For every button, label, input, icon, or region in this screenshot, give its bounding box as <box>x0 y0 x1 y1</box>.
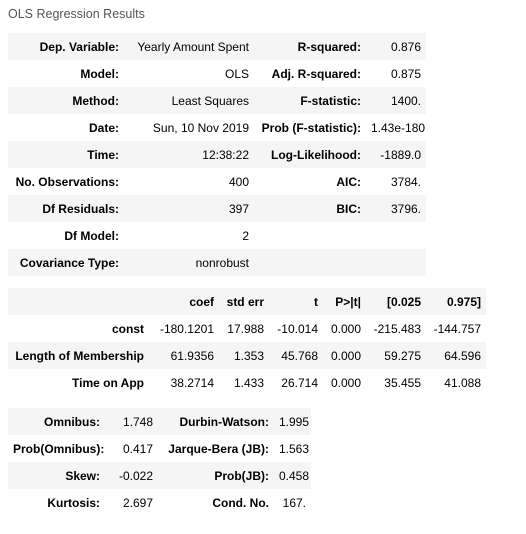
table-row <box>8 87 426 114</box>
coef-column-header: t <box>314 294 318 309</box>
summary-value: 397 <box>228 201 249 216</box>
summary-value: Sun, 10 Nov 2019 <box>152 120 249 135</box>
summary-label: R-squared: <box>297 39 361 54</box>
coef-value: 0.000 <box>330 375 361 390</box>
coef-value: 45.768 <box>281 348 318 363</box>
table-row <box>8 195 426 222</box>
summary-value: 400 <box>228 174 249 189</box>
diag-label: Omnibus: <box>44 414 100 429</box>
summary-label: Adj. R-squared: <box>271 66 361 81</box>
table-row <box>8 222 426 249</box>
diag-value: 0.458 <box>279 468 310 483</box>
coef-value: 0.000 <box>330 321 361 336</box>
coefficients-table <box>8 288 486 396</box>
table-row <box>8 249 426 276</box>
coef-column-header: std err <box>226 294 264 309</box>
coef-value: 17.988 <box>227 321 264 336</box>
coef-value: 61.9356 <box>170 348 214 363</box>
table-row <box>8 489 311 516</box>
summary-label: Log-Likelihood: <box>271 147 361 162</box>
summary-label: F-statistic: <box>300 93 361 108</box>
coef-header-row <box>8 288 486 315</box>
summary-label: No. Observations: <box>15 174 119 189</box>
model-summary-table <box>8 33 426 276</box>
diag-value: 1.748 <box>122 414 153 429</box>
summary-value <box>366 249 426 276</box>
coef-variable-name: const <box>111 321 144 336</box>
summary-value: -1889.0 <box>380 147 421 162</box>
diag-label: Kurtosis: <box>47 495 100 510</box>
coef-column-header: 0.975] <box>446 294 481 309</box>
summary-label: Date: <box>88 120 119 135</box>
table-row <box>8 435 311 462</box>
table-caption: OLS Regression Results <box>8 7 145 21</box>
diag-value: 167. <box>282 495 306 510</box>
table-row <box>8 315 486 342</box>
summary-value: 3784. <box>390 174 421 189</box>
diag-value: 2.697 <box>122 495 153 510</box>
summary-value: 1.43e-180 <box>371 120 426 135</box>
coef-column-header: P>|t| <box>335 294 361 309</box>
diag-value: -0.022 <box>118 468 153 483</box>
diag-label: Prob(JB): <box>214 468 269 483</box>
summary-label: Time: <box>87 147 119 162</box>
coef-value: 38.2714 <box>170 375 214 390</box>
coef-value: 1.353 <box>233 348 264 363</box>
coef-value: 41.088 <box>444 375 481 390</box>
summary-value: 0.875 <box>390 66 421 81</box>
table-row <box>8 462 311 489</box>
summary-value <box>366 222 426 249</box>
diag-label: Skew: <box>65 468 100 483</box>
diag-value: 1.563 <box>279 441 310 456</box>
summary-value: OLS <box>224 66 249 81</box>
summary-value: 2 <box>242 228 249 243</box>
table-row <box>8 33 426 60</box>
summary-value: 0.876 <box>390 39 421 54</box>
table-row <box>8 141 426 168</box>
coef-variable-name: Time on App <box>72 375 144 390</box>
summary-label: Df Model: <box>64 228 119 243</box>
table-row <box>8 168 426 195</box>
coef-value: 1.433 <box>233 375 264 390</box>
diag-label: Prob(Omnibus): <box>13 441 105 456</box>
summary-label: AIC: <box>336 174 361 189</box>
diag-label: Durbin-Watson: <box>179 414 269 429</box>
summary-value: 12:38:22 <box>202 147 249 162</box>
summary-value: nonrobust <box>195 255 249 270</box>
coef-column-header <box>8 288 149 315</box>
summary-label: Method: <box>72 93 119 108</box>
summary-label: Df Residuals: <box>42 201 119 216</box>
diag-label: Jarque-Bera (JB): <box>168 441 269 456</box>
coef-value: 26.714 <box>281 375 318 390</box>
summary-value: 3796. <box>390 201 421 216</box>
summary-value: Yearly Amount Spent <box>137 39 249 54</box>
coef-value: 64.596 <box>444 348 481 363</box>
summary-label: Model: <box>80 66 119 81</box>
summary-label: Dep. Variable: <box>39 39 119 54</box>
table-row <box>8 369 486 396</box>
summary-value: Least Squares <box>171 93 249 108</box>
coef-value: 0.000 <box>330 348 361 363</box>
diag-value: 0.417 <box>122 441 153 456</box>
summary-label <box>254 222 366 249</box>
diag-value: 1.995 <box>279 414 310 429</box>
coef-column-header: coef <box>189 294 214 309</box>
table-row <box>8 114 426 141</box>
coef-value: -144.757 <box>433 321 481 336</box>
coef-value: 59.275 <box>384 348 421 363</box>
summary-label: Covariance Type: <box>19 255 119 270</box>
diagnostics-table <box>8 408 311 516</box>
table-row <box>8 60 426 87</box>
coef-column-header: [0.025 <box>386 294 421 309</box>
table-row <box>8 342 486 369</box>
coef-value: -10.014 <box>277 321 318 336</box>
diag-label: Cond. No. <box>212 495 269 510</box>
coef-value: 35.455 <box>384 375 421 390</box>
summary-label: BIC: <box>336 201 361 216</box>
coef-value: -180.1201 <box>159 321 214 336</box>
table-row <box>8 408 311 435</box>
summary-label <box>254 249 366 276</box>
coef-value: -215.483 <box>373 321 421 336</box>
coef-variable-name: Length of Membership <box>15 348 144 363</box>
summary-value: 1400. <box>390 93 421 108</box>
summary-label: Prob (F-statistic): <box>261 120 361 135</box>
